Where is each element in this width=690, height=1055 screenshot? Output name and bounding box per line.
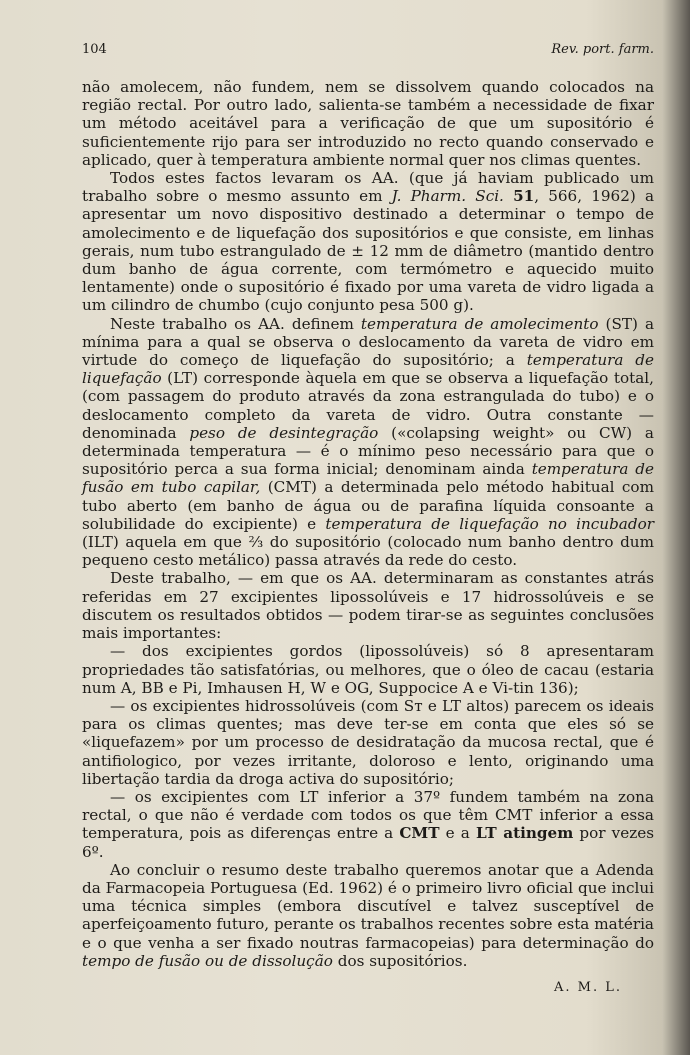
lt-label: LT atingem: [475, 824, 574, 843]
journal-volume: 51: [513, 187, 535, 206]
paragraph-5-text-b: dos supositórios.: [332, 951, 468, 970]
paragraph-3: [82, 315, 654, 570]
paragraph-5: [82, 861, 654, 970]
term-collapsing-weight: peso de desintegração: [189, 423, 379, 442]
paragraph-3-text-c: (LT) corresponde àquela em que se observa a liquefação total, (com passagem do produto através da zona estrangulada do tubo) e o deslocamento completo da vareta de vidro. Outra constante — denominada: [82, 369, 654, 442]
conclusion-item-3: [82, 788, 654, 861]
conclusion-item-3-text-b: por vezes 6º.: [82, 824, 654, 861]
term-melting-dissolution-time: tempo de fusão ou de dissolução: [82, 951, 333, 970]
term-capillary-melting-temperature: temperatura de fusão em tubo capilar,: [82, 460, 654, 497]
page-header: [82, 42, 654, 62]
conclusion-item-3-mid: e a: [439, 824, 476, 843]
cmt-label: CMT: [399, 824, 440, 843]
conclusion-item-1: — dos excipientes gordos (lipossolúveis) só 8 apresentaram propriedades tão satisfatórias, ou melhores, que o óleo de cacau (estaria num A, BB e Pi, Imhausen H, W e OG, Suppocice A e Vi-tin 136);: [82, 642, 654, 697]
paragraph-2-text-a: Todos estes factos levaram os AA. (que já haviam publicado um trabalho sobre o mesmo assunto em: [82, 169, 654, 206]
journal-reference: J. Pharm. Sci.: [391, 187, 504, 206]
paragraph-3-text-b: (ST) a mínima para a qual se observa o deslocamento da vareta de vidro em virtude do começo de liquefação do supositório; a: [82, 314, 654, 370]
paragraph-2: [82, 169, 654, 315]
paragraph-5-text-a: Ao concluir o resumo deste trabalho queremos anotar que a Adenda da Farmacopeia Portuguesa (Ed. 1962) é o primeiro livro oficial que inclui uma técnica simples (embora discutível e talvez susceptível de aperfeiçoamento futuro, perante os trabalhos recentes sobre esta matéria e o que venha a ser fixado noutras farmacopeias) para determinação do: [82, 860, 654, 952]
author-signature: A. M. L.: [554, 980, 622, 995]
term-liquefaction-temperature: temperatura de liquefação: [82, 351, 654, 388]
paragraph-3-text-d: («colapsing weight» ou CW) a determinada temperatura — é o mínimo peso necessário para que o supositório perca a sua forma inicial; denominam ainda: [82, 423, 654, 479]
term-incubator-liquefaction-temperature: temperatura de liquefação no incubador: [325, 514, 654, 533]
conclusion-item-2: — os excipientes hidrossolúveis (com Sᴛ e LT altos) parecem os ideais para os climas quentes; mas deve ter-se em conta que eles só se «liquefazem» por um processo de desidratação da mucosa rectal, que é antifiologico, por vezes irritante, doloroso e lento, originando uma libertação tardia da droga activa do supositório;: [82, 696, 654, 788]
article-body: [82, 78, 654, 970]
paragraph-1: não amolecem, não fundem, nem se dissolvem quando colocados na região rectal. Por outro lado, salienta-se também a necessidade de fixar um método aceitável para a verificação de que um supositório é suficientemente rijo para ser introduzido no recto quando conservado e aplicado, quer à temperatura ambiente normal quer nos climas quentes.: [82, 78, 654, 169]
paragraph-3-text-f: (ILT) aquela em que ⅔ do supositório (colocado num banho dentro dum pequeno cesto metálico) passa através da rede do cesto.: [82, 533, 654, 570]
paragraph-4: Deste trabalho, — em que os AA. determinaram as constantes atrás referidas em 27 excipientes lipossolúveis e 17 hidrossolúveis e se discutem os resultados obtidos — podem tirar-se as seguintes conclusões mais importantes:: [82, 569, 654, 643]
journal-title: Rev. port. farm.: [551, 42, 654, 57]
conclusion-item-3-text-a: — os excipientes com LT inferior a 37º fundem também na zona rectal, o que não é verdade com todos os que têm CMT inferior a essa temperatura, pois as diferenças entre a: [82, 787, 654, 843]
term-softening-temperature: temperatura de amolecimento: [360, 314, 599, 333]
page-number: 104: [82, 42, 107, 57]
paragraph-3-text-e: (CMT) a determinada pelo método habitual com tubo aberto (em banho de água ou de parafina líquida consoante a solubilidade do excipiente) e: [82, 478, 654, 533]
paragraph-2-text-b: , 566, 1962) a apresentar um novo dispositivo destinado a determinar o tempo de amolecimento e de liquefação dos supositórios e que consiste, em linhas gerais, num tubo estrangulado de ± 12 mm de diâmetro (mantido dentro dum banho de água corrente, com termómetro e aquecido muito lentamente) onde o supositório é fixado por uma vareta de vidro ligada a um cilindro de chumbo (cujo conjunto pesa 500 g).: [82, 187, 655, 315]
paragraph-3-text-a: Neste trabalho os AA. definem: [110, 314, 361, 333]
